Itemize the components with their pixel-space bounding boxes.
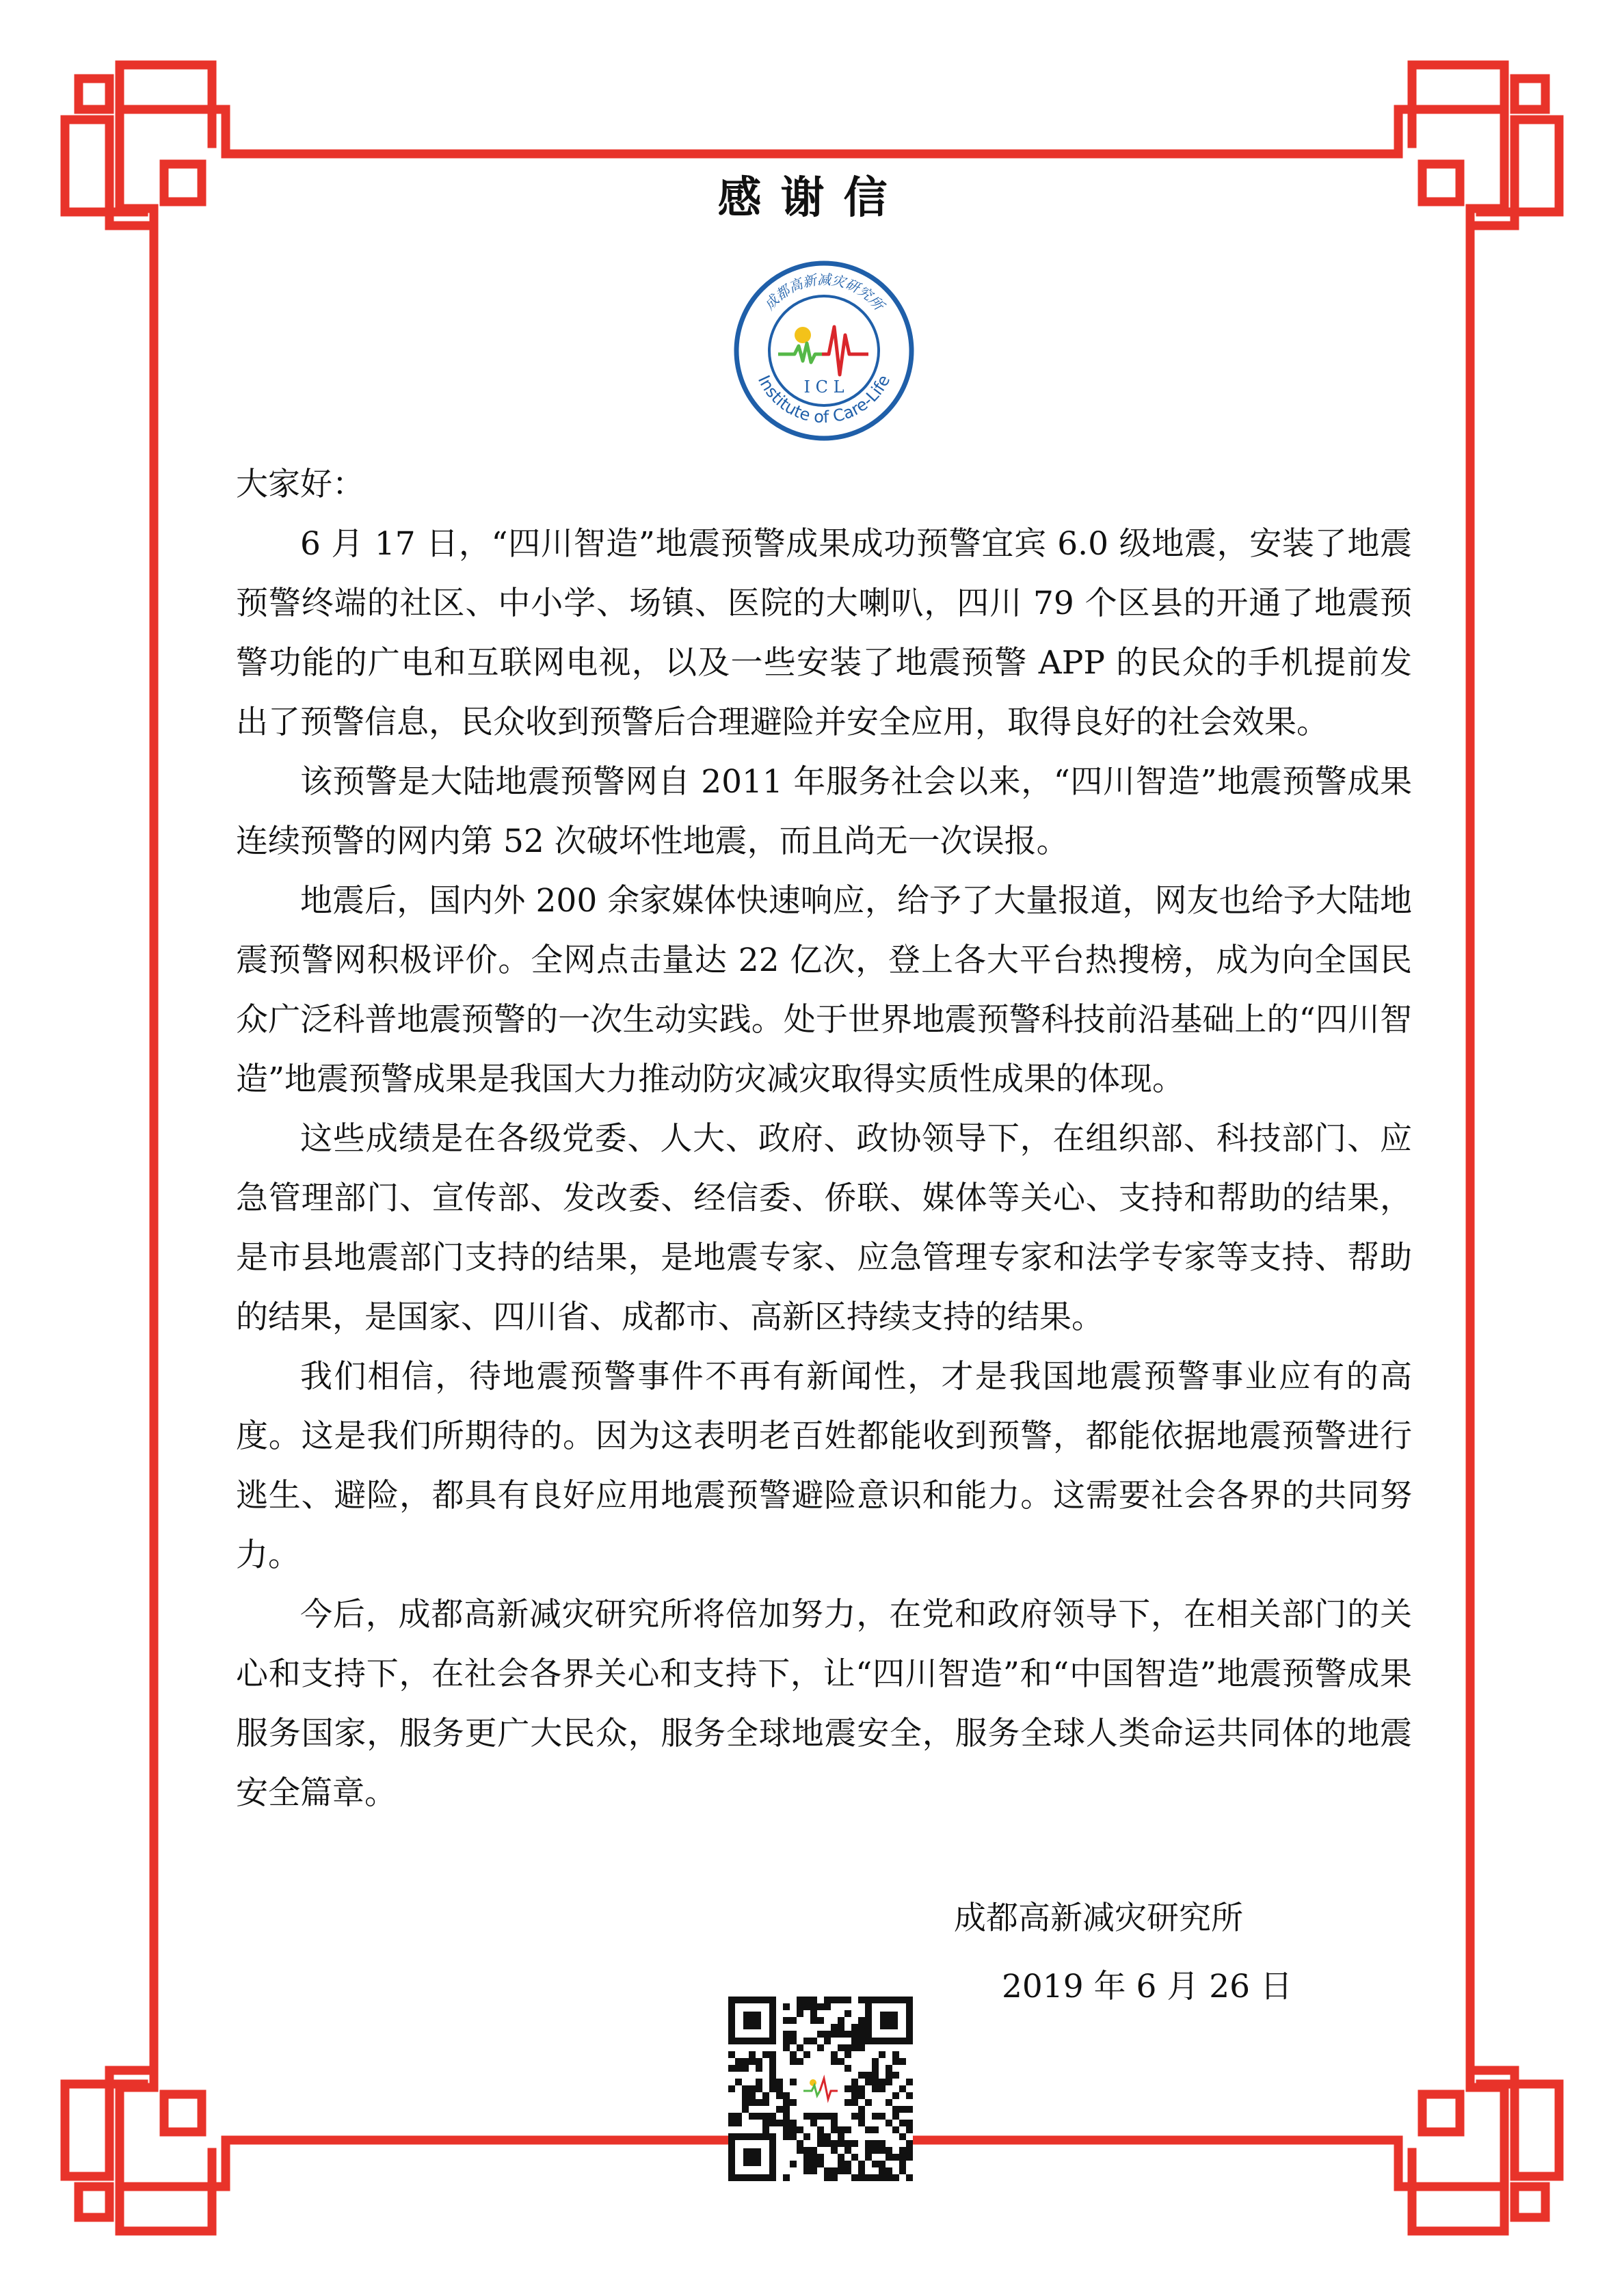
logo-outer-text-cn: 成都高新减灾研究所 xyxy=(760,271,888,314)
icl-logo-icon xyxy=(732,258,916,443)
paragraph-5: 我们相信，待地震预警事件不再有新闻性，才是我国地震预警事业应有的高度。这是我们所期待的。因为这表明老百姓都能收到预警，都能依据地震预警进行逃生、避险，都具有良好应用地震预警避险意识和能力。这需要社会各界的共同努力。 xyxy=(236,1358,1412,1574)
logo-center-text: I C L xyxy=(803,377,844,397)
paragraph-1: 6 月 17 日，“四川智造”地震预警成果成功预警宜宾 6.0 级地震，安装了地震预警终端的社区、中小学、场镇、医院的大喇叭，四川 79 个区县的开通了地震预警功能的广电和互联网电视，以及一些安装了地震预警 APP 的民众的手机提前发出了预警信息，民众收到预警后合理避险并安全应用，取得良好的社会效果。 xyxy=(236,525,1412,741)
paragraph-2: 该预警是大陆地震预警网自 2011 年服务社会以来，“四川智造”地震预警成果连续预警的网内第 52 次破坏性地震，而且尚无一次误报。 xyxy=(236,763,1412,860)
paragraph-4: 这些成绩是在各级党委、人大、政府、政协领导下，在组织部、科技部门、应急管理部门、宣传部、发改委、经信委、侨联、媒体等关心、支持和帮助的结果，是市县地震部门支持的结果，是地震专家、应急管理专家和法学专家等支持、帮助的结果，是国家、四川省、成都市、高新区持续支持的结果。 xyxy=(236,1120,1412,1336)
letter-title: 感谢信 xyxy=(717,172,907,224)
letter-body xyxy=(236,455,1412,1823)
logo-outer-text-en: Institute of Care-Life xyxy=(754,372,894,427)
paragraph-3: 地震后，国内外 200 余家媒体快速响应，给予了大量报道，网友也给予大陆地震预警网积极评价。全网点击量达 22 亿次，登上各大平台热搜榜，成为向全国民众广泛科普地震预警的一次生动实践。处于世界地震预警科技前沿基础上的“四川智造”地震预警成果是我国大力推动防灾减灾取得实质性成果的体现。 xyxy=(236,882,1412,1098)
signature: 成都高新减灾研究所 xyxy=(954,1899,1243,1937)
qr-code-icon xyxy=(728,1997,913,2181)
greeting: 大家好： xyxy=(236,466,364,503)
letter-date: 2019 年 6 月 26 日 xyxy=(1002,1968,1293,2005)
paragraph-6: 今后，成都高新减灾研究所将倍加努力，在党和政府领导下，在相关部门的关心和支持下，在社会各界关心和支持下，让“四川智造”和“中国智造”地震预警成果服务国家，服务更广大民众，服务全球地震安全，服务全球人类命运共同体的地震安全篇章。 xyxy=(236,1596,1412,1812)
